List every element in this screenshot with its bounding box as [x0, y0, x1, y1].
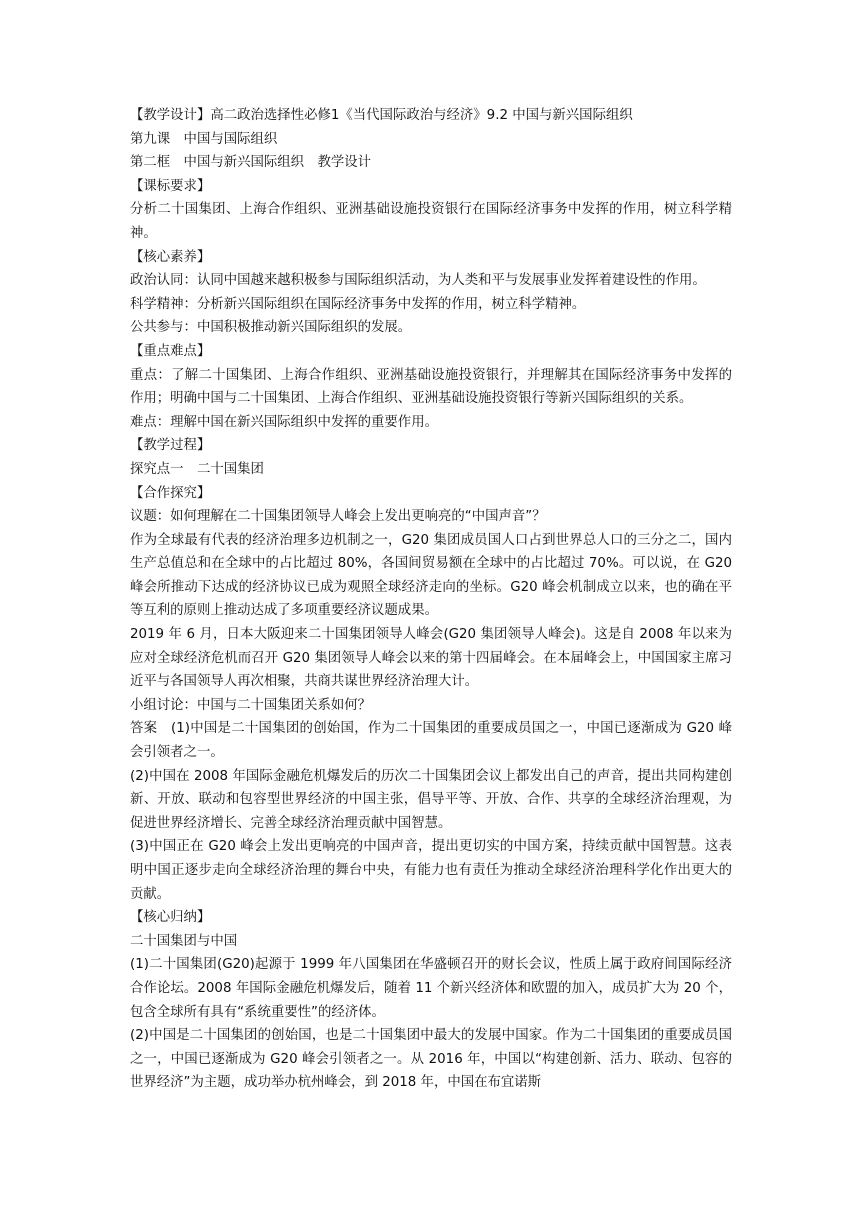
answer-point-2: (2)中国在 2008 年国际金融危机爆发后的历次二十国集团会议上都发出自己的声音，提出共同构建创新、开放、联动和包容型世界经济的中国主张，倡导平等、开放、合作、共享的全球经济治理观，为促进世界经济增长、完善全球经济治理贡献中国智慧。 — [130, 768, 732, 831]
core-summary-heading: 【核心归纳】 — [130, 910, 211, 926]
key-points-heading: 【重点难点】 — [130, 343, 211, 359]
group-discussion-question: 小组讨论：中国与二十国集团关系如何？ — [130, 697, 372, 713]
osaka-summit-paragraph: 2019 年 6 月，日本大阪迎来二十国集团领导人峰会(G20 集团领导人峰会)。这是自 2008 年以来为应对全球经济危机而召开 G20 集团领导人峰会以来的第十四届峰会。在本届峰会上，中国国家主席习近平与各国领导人再次相聚，共商共谋世界经济治理大计。 — [130, 627, 732, 690]
public-participation-text: 公共参与：中国积极推动新兴国际组织的发展。 — [130, 320, 412, 336]
core-competencies-heading: 【核心素养】 — [130, 249, 211, 265]
g20-and-china-subheading: 二十国集团与中国 — [130, 933, 238, 949]
teaching-process-heading: 【教学过程】 — [130, 438, 211, 454]
answer-point-3: (3)中国正在 G20 峰会上发出更响亮的中国声音，提出更切实的中国方案，持续贡献中国智慧。这表明中国正逐步走向全球经济治理的舞台中央，有能力也有责任为推动全球经济治理科学化作出更大的贡献。 — [130, 839, 732, 902]
curriculum-requirements-text: 分析二十国集团、上海合作组织、亚洲基础设施投资银行在国际经济事务中发挥的作用，树立科学精神。 — [130, 202, 732, 241]
section-heading: 第二框 中国与新兴国际组织 教学设计 — [130, 155, 372, 171]
difficult-points-text: 难点：理解中国在新兴国际组织中发挥的重要作用。 — [130, 414, 438, 430]
lesson-heading: 第九课 中国与国际组织 — [130, 131, 278, 147]
document-title: 【教学设计】高二政治选择性必修1《当代国际政治与经济》9.2 中国与新兴国际组织 — [130, 108, 633, 123]
answer-point-1: 答案 (1)中国是二十国集团的创始国，作为二十国集团的重要成员国之一，中国已逐渐成为 G20 峰会引领者之一。 — [130, 721, 732, 761]
political-identity-text: 政治认同：认同中国越来越积极参与国际组织活动，为人类和平与发展事业发挥着建设性的作用。 — [130, 273, 706, 289]
summary-point-2: (2)中国是二十国集团的创始国，也是二十国集团中最大的发展中国家。作为二十国集团的重要成员国之一，中国已逐渐成为 G20 峰会引领者之一。从 2016 年，中国以“构建创新、活力、联动、包容的世界经济”为主题，成功举办杭州峰会，到 2018 年，中国在布宜诺斯 — [130, 1028, 732, 1091]
cooperative-exploration-heading: 【合作探究】 — [130, 485, 211, 501]
topic-question: 议题：如何理解在二十国集团领导人峰会上发出更响亮的“中国声音”？ — [130, 509, 546, 525]
scientific-spirit-text: 科学精神：分析新兴国际组织在国际经济事务中发挥的作用，树立科学精神。 — [130, 296, 586, 312]
curriculum-requirements-heading: 【课标要求】 — [130, 178, 211, 194]
g20-background-paragraph: 作为全球最有代表的经济治理多边机制之一，G20 集团成员国人口占到世界总人口的三分之二，国内生产总值总和在全球中的占比超过 80%，各国间贸易额在全球中的占比超过 70%。可以说，在 G20 峰会所推动下达成的经济协议已成为观照全球经济走向的坐标。G20 峰会机制成立以来，也的确在平等互利的原则上推动达成了多项重要经济议题成果。 — [130, 532, 732, 619]
key-points-text: 重点：了解二十国集团、上海合作组织、亚洲基础设施投资银行，并理解其在国际经济事务中发挥的作用；明确中国与二十国集团、上海合作组织、亚洲基础设施投资银行等新兴国际组织的关系。 — [130, 367, 732, 407]
exploration-point-heading: 探究点一 二十国集团 — [130, 461, 264, 477]
summary-point-1: (1)二十国集团(G20)起源于 1999 年八国集团在华盛顿召开的财长会议，性质上属于政府间国际经济合作论坛。2008 年国际金融危机爆发后，随着 11 个新兴经济体和欧盟的加入，成员扩大为 20 个，包含全球所有具有“系统重要性”的经济体。 — [130, 957, 732, 1020]
document-body — [130, 104, 732, 1095]
